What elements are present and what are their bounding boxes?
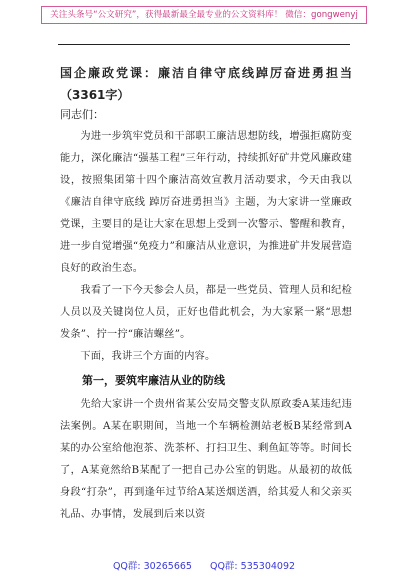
top-banner — [0, 4, 408, 26]
footer-qq-group-1: QQ群: 30265665 — [112, 561, 192, 572]
section-heading: 第一，要筑牢廉洁从业的防线 — [82, 374, 225, 387]
document-title: 国企廉政党课：廉洁自律守底线踔厉奋进勇担当（3361字） — [60, 66, 352, 102]
paragraph-case: 先给大家讲一个贵州省某公安局交警支队原政委A某违纪违法案例。A某在职期间，当地一个车辆检测站老板B某经常到A某的办公室给他泡茶、洗茶杯、打扫卫生、剩鱼缸等等。时间长了，A某竟然给B某配了一把自己办公室的钥匙。从最初的故低身段“打杂”，再到逢年过节给A某送烟送酒，给其爱人和父亲买礼品、办事情，发展到后来以资 — [60, 399, 352, 520]
paragraph-intro: 为进一步筑牢党员和干部职工廉洁思想防线，增强拒腐防变能力，深化廉洁“强基工程”三年行动，持续抓好矿井党风廉政建设，按照集团第十四个廉洁高效宣教月活动要求，今天由我以《廉洁自律守底线 踔厉奋进勇担当》主题，为大家讲一堂廉政党课，主要目的是让大家在思想上受到一次警示、警醒和教育，进一步自觉增强“免疫力”和廉洁从业意识，为推进矿井发展营造良好的政治生态。 — [60, 131, 352, 274]
salutation: 同志们： — [60, 108, 104, 121]
header-divider — [58, 44, 350, 45]
paragraph-attendees: 我看了一下今天参会人员，都是一些党员、管理人员和纪检人员以及关键岗位人员，正好也借此机会，为大家紧一紧“思想发条”、拧一拧“廉洁螺丝”。 — [60, 285, 352, 340]
banner-text: 关注头条号“公文研究”，获得最新最全最专业的公文资料库！ 微信：gongwenyj — [41, 6, 367, 24]
paragraph-outline: 下面，我讲三个方面的内容。 — [80, 351, 216, 362]
footer — [0, 558, 408, 572]
footer-qq-group-2: QQ群: 535304092 — [209, 561, 296, 572]
document-body — [60, 62, 352, 526]
